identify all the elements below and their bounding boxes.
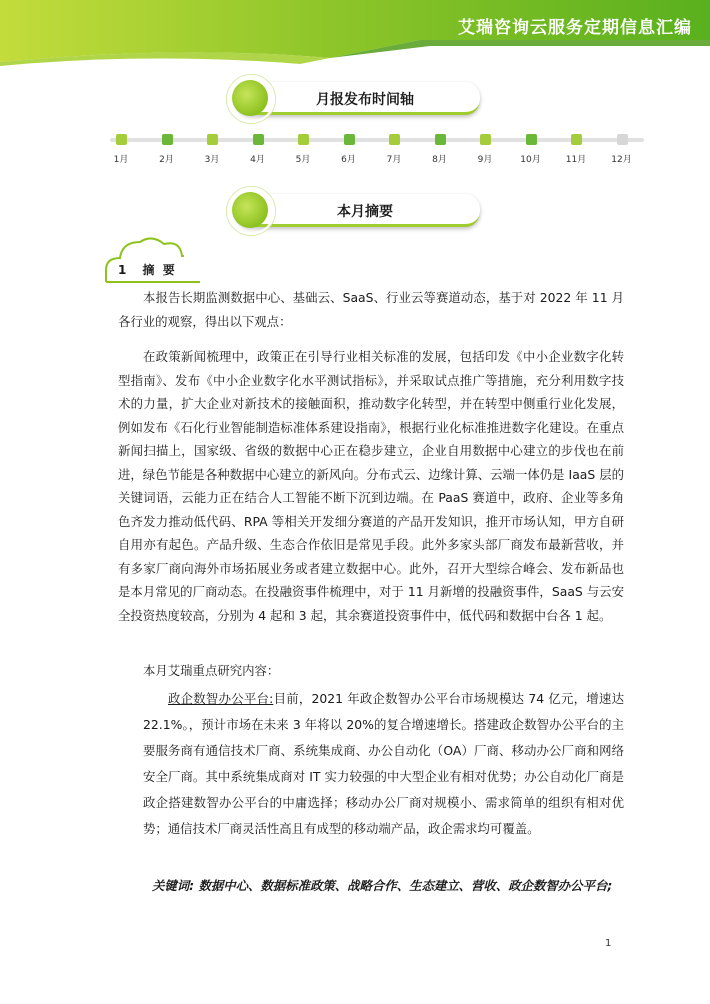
timeline-heading <box>0 78 710 118</box>
timeline-track <box>110 138 644 142</box>
section-label: 摘 要 <box>142 263 177 277</box>
timeline-month-label: 2月 <box>159 155 174 165</box>
timeline-dot <box>298 134 309 145</box>
timeline-dot <box>253 134 264 145</box>
timeline-dot <box>571 134 582 145</box>
focus-heading: 本月艾瑞重点研究内容： <box>143 663 280 678</box>
summary-paragraph: 在政策新闻梳理中，政策正在引导行业相关标准的发展，包括印发《中小企业数字化转型指南》、发布《中小企业数字化水平测试指标》，并采取试点推广等措施，充分利用数字技术的力量，扩大企业对新技术的接触面积，推动数字化转型，并在转型中侧重行业化发展，例如发布《石化行业智能制造标准体系建设指南》，根据行业化标准推进数字化建设。在重点新闻扫描上，国家级、省级的数据中心正在稳步建立，企业自用数据中心建立的步伐也在前进，绿色节能是各种数据中心建立的新风向。分布式云、边缘计算、云端一体仍是 IaaS 层的关键词语，云能力正在结合人工智能不断下沉到边端。在 PaaS 赛道中，政府、企业等多角色齐发力推动低代码、RPA 等相关开发细分赛道的产品开发知识，推开市场认知，甲方自研自用亦有起色。产品升级、生态合作依旧是常见手段。此外多家头部厂商发布最新营收，并有多家厂商向海外市场拓展业务或者建立数据中心。此外，召开大型综合峰会、发布新品也是本月常见的厂商动态。在投融资事件梳理中，对于 11 月新增的投融资事件，SaaS 与云安全投资热度较高，分别为 4 起和 3 起，其余赛道投资事件中，低代码和数据中台各 1 起。 <box>118 349 624 623</box>
section-title <box>118 261 177 278</box>
timeline-month-label: 5月 <box>295 155 311 165</box>
release-timeline <box>110 130 646 170</box>
timeline-month-label: 8月 <box>432 155 447 165</box>
header-banner <box>0 0 710 66</box>
timeline-dot <box>617 134 628 145</box>
header-title: 艾瑞咨询云服务定期信息汇编 <box>458 18 692 38</box>
keywords-line: 关键词: 数据中心、数据标准政策、战略合作、生态建立、营收、政企数智办公平台; <box>152 878 613 893</box>
timeline-month-label: 6月 <box>341 155 356 165</box>
focus-text: 目前，2021 年政企数智办公平台市场规模达 74 亿元，增速达 22.1%。，预计市场在未来 3 年将以 20%的复合增速增长。搭建政企数智办公平台的主要服务商有通信技术厂商、系统集成商、办公自动化（OA）厂商、移动办公厂商和网络安全厂商。其中系统集成商对 IT 实力较强的中大型企业有相对优势；办公自动化厂商是政企搭建数智办公平台的中庸选择；移动办公厂商对规模小、需求简单的组织有相对优势；通信技术厂商灵活性高且有成型的移动端产品，政企需求均可覆盖。 <box>143 691 624 836</box>
summary-heading <box>0 190 710 230</box>
timeline-month-label: 1月 <box>113 155 129 165</box>
timeline-heading-text: 月报发布时间轴 <box>316 92 414 108</box>
summary-body <box>118 286 624 627</box>
timeline-month-label: 10月 <box>520 155 541 165</box>
timeline-month-label: 12月 <box>611 155 632 165</box>
timeline-dot <box>480 134 491 145</box>
timeline-month-label: 11月 <box>565 155 587 165</box>
timeline-month-label: 3月 <box>204 155 220 165</box>
page-number: 1 <box>605 938 612 949</box>
timeline-month-label: 4月 <box>250 155 265 165</box>
timeline-dot <box>344 134 355 145</box>
summary-heading-text: 本月摘要 <box>337 204 393 220</box>
summary-intro: 本报告长期监测数据中心、基础云、SaaS、行业云等赛道动态，基于对 2022 年 11 月各行业的观察，得出以下观点： <box>118 290 624 329</box>
section-heading <box>100 230 210 285</box>
timeline-dot <box>162 134 173 145</box>
timeline-month-label: 7月 <box>386 155 402 165</box>
focus-topic: 政企数智办公平台: <box>168 691 274 706</box>
timeline-month-label: 9月 <box>477 155 493 165</box>
timeline-dot <box>207 134 218 145</box>
section-number: 1 <box>118 263 129 277</box>
timeline-dot <box>116 134 127 145</box>
timeline-dot <box>526 134 537 145</box>
timeline-dot <box>435 134 446 145</box>
timeline-dot <box>389 134 400 145</box>
focus-block <box>143 686 624 842</box>
